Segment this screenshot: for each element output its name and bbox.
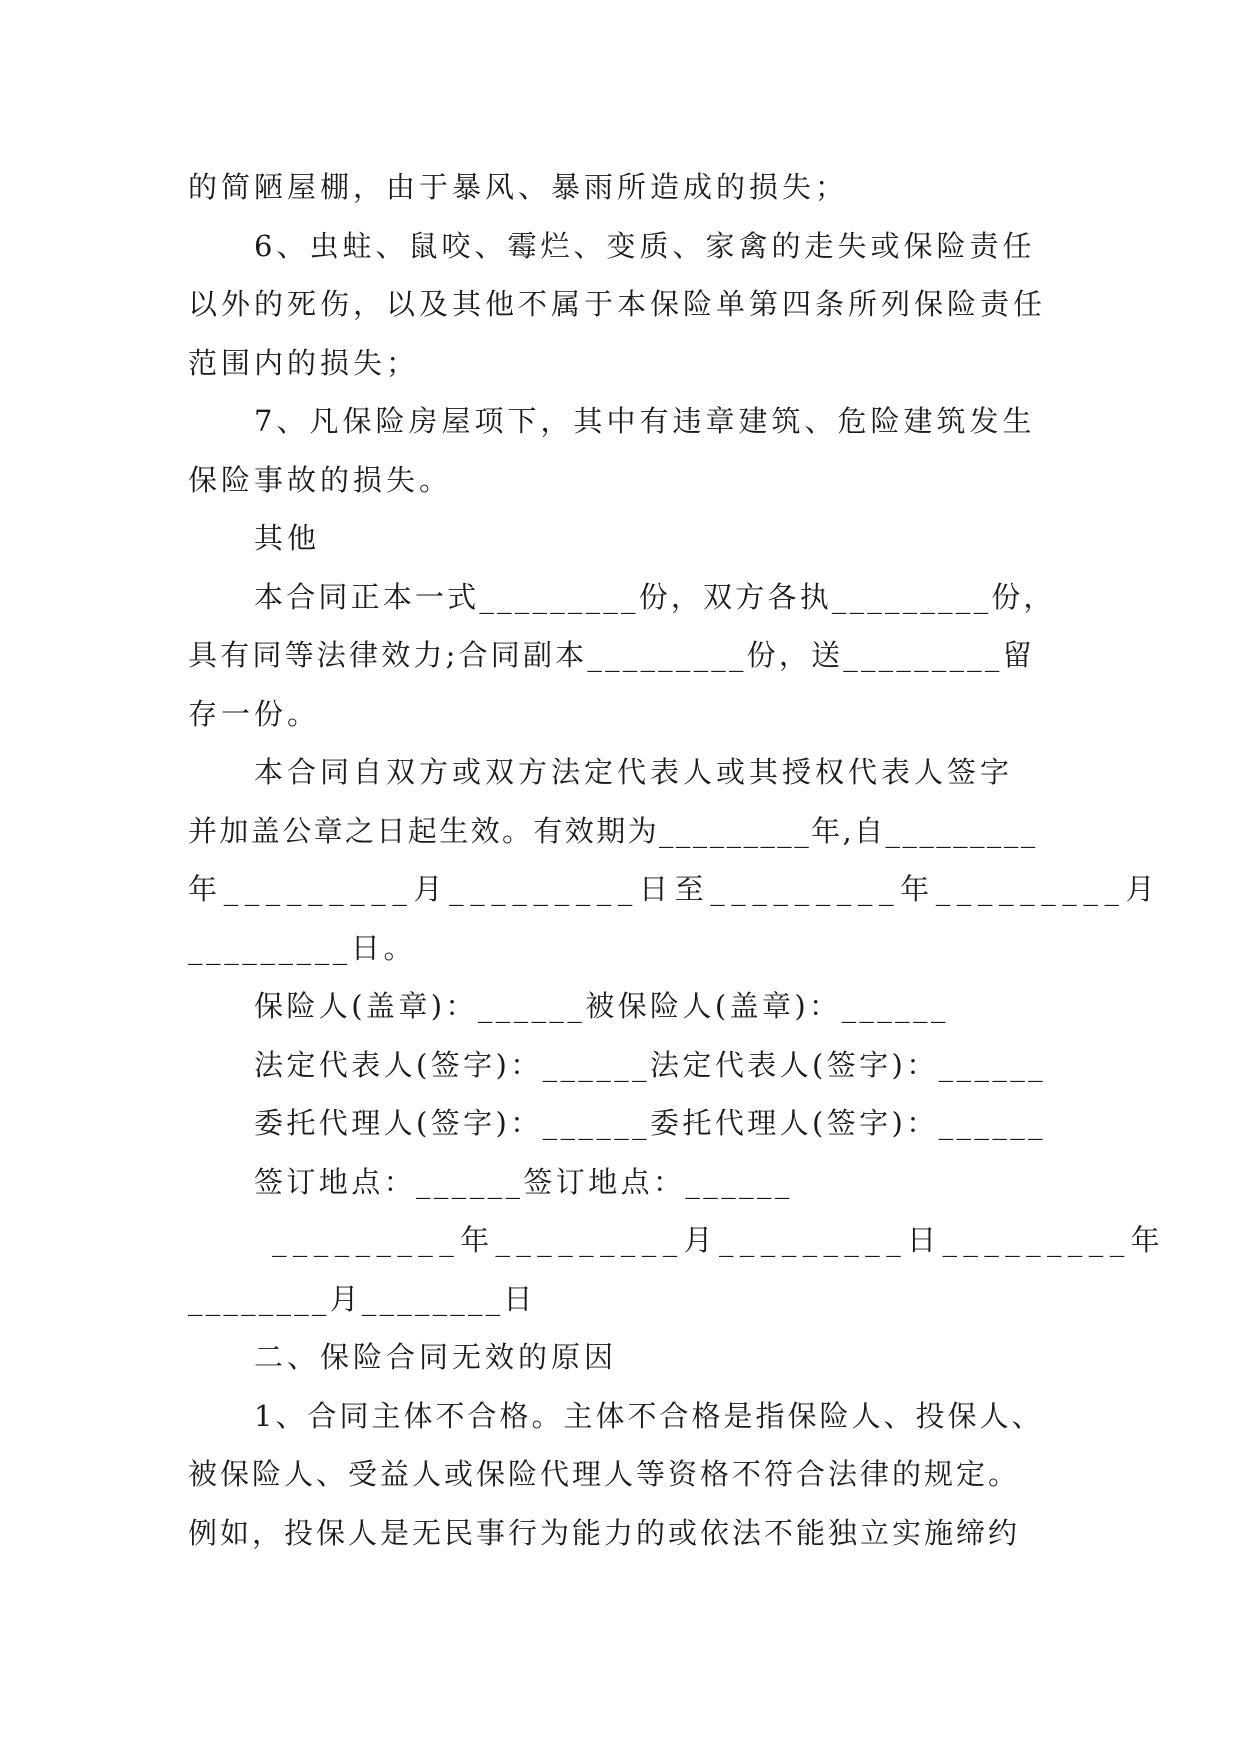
body-line: 保险事故的损失。 bbox=[188, 462, 453, 497]
signature-seal-line: 保险人(盖章)：______被保险人(盖章)：______ bbox=[254, 989, 949, 1023]
date-line: _________日。 bbox=[188, 930, 417, 965]
signature-agent-line: 委托代理人(签字)：______委托代理人(签字)：______ bbox=[254, 1106, 1047, 1140]
signature-legal-rep-line: 法定代表人(签字)：______法定代表人(签字)：______ bbox=[254, 1047, 1047, 1082]
section-heading-invalid-causes: 二、保险合同无效的原因 bbox=[254, 1340, 618, 1374]
body-line: 以外的死伤，以及其他不属于本保险单第四条所列保险责任 bbox=[188, 287, 1047, 321]
effective-clause: 本合同自双方或双方法定代表人或其授权代表人签字 bbox=[254, 755, 1014, 789]
body-line: 被保险人、受益人或保险代理人等资格不符合法律的规定。 bbox=[188, 1457, 1021, 1491]
cause-item-1: 1、合同主体不合格。主体不合格是指保险人、投保人、 bbox=[254, 1398, 1044, 1433]
body-line: 并加盖公章之日起生效。有效期为_________年,自_________ bbox=[188, 813, 1038, 848]
section-heading-other: 其他 bbox=[254, 521, 321, 555]
body-line: 范围内的损失； bbox=[188, 345, 420, 380]
date-line: 年_________月_________日至_________年_________月 bbox=[188, 872, 1162, 906]
document-page bbox=[188, 158, 1166, 1562]
signing-date-line: _________年_________月_________日_________年 bbox=[272, 1223, 1166, 1257]
exclusion-item-7: 7、凡保险房屋项下，其中有违章建筑、危险建筑发生 bbox=[254, 404, 1036, 438]
body-line: 具有同等法律效力;合同副本_________份，送_________留 bbox=[188, 638, 1035, 672]
signing-place-line: 签订地点：______签订地点：______ bbox=[254, 1164, 793, 1199]
exclusion-item-6: 6、虫蛀、鼠咬、霉烂、变质、家禽的走失或保险责任 bbox=[254, 228, 1036, 263]
body-line: 例如，投保人是无民事行为能力的或依法不能独立实施缔约 bbox=[188, 1515, 1021, 1550]
body-line: 的简陋屋棚，由于暴风、暴雨所造成的损失； bbox=[188, 170, 849, 204]
body-line: 存一份。 bbox=[188, 696, 321, 731]
signing-date-line: ________月________日 bbox=[188, 1281, 536, 1316]
copies-clause: 本合同正本一式_________份，双方各执_________份， bbox=[254, 579, 1056, 614]
